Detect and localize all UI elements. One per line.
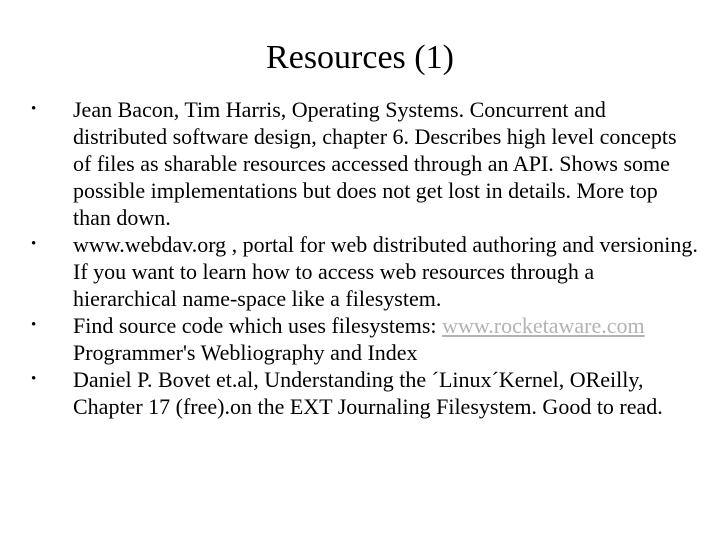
bullet-item-source-code bbox=[0, 312, 720, 366]
bullet-dot-icon: • bbox=[31, 101, 37, 117]
bullet-dot-icon: • bbox=[31, 236, 37, 252]
bullet-item-bovet bbox=[0, 366, 720, 420]
rocketaware-link[interactable]: www.rocketaware.com bbox=[442, 313, 645, 338]
bullet-item-bacon-harris bbox=[0, 96, 720, 231]
slide-title: Resources (1) bbox=[266, 38, 454, 76]
bullet-text: Daniel P. Bovet et.al, Understanding the ´Linux´Kernel, OReilly, Chapter 17 (free).on the EXT Journaling Filesystem. Good to read. bbox=[73, 367, 663, 419]
bullet-list bbox=[0, 96, 720, 420]
bullet-item-webdav bbox=[0, 231, 720, 312]
bullet-dot-icon: • bbox=[31, 317, 37, 333]
bullet-text bbox=[73, 312, 698, 366]
bullet-text: www.webdav.org , portal for web distributed authoring and versioning. If you want to learn how to access web resources through a hierarchical name-space like a filesystem. bbox=[73, 232, 698, 311]
bullet-text: Jean Bacon, Tim Harris, Operating Systems. Concurrent and distributed software design, chapter 6. Describes high level concepts of files as sharable resources accessed through an API. Shows some possible implementations but does not get lost in details. More top than down. bbox=[73, 97, 677, 230]
bullet-dot-icon: • bbox=[31, 371, 37, 387]
bullet-text-before-link: Find source code which uses filesystems: bbox=[73, 313, 443, 338]
bullet-text-after-link: Programmer's Webliography and Index bbox=[73, 340, 418, 365]
